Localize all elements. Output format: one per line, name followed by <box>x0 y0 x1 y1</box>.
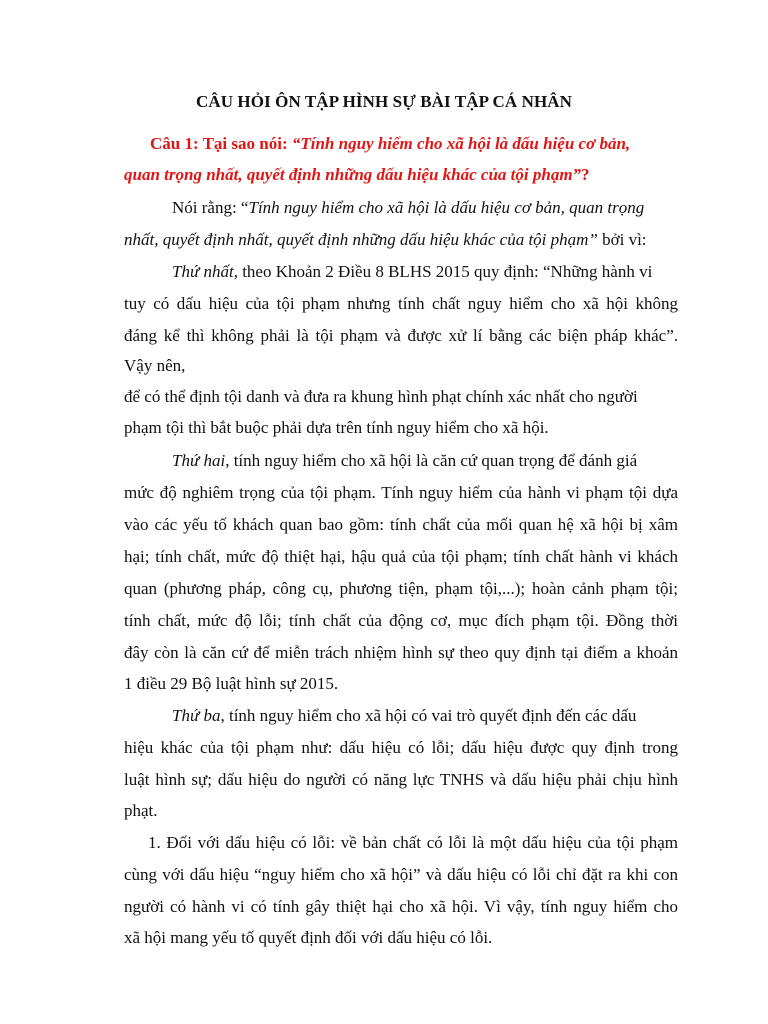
third-line-2: hiệu khác của tội phạm như: dấu hiệu có lỗi; dấu hiệu được quy định trong <box>124 738 678 757</box>
first-line-1 <box>172 261 678 283</box>
question-label: Câu 1: Tại sao nói: <box>150 134 292 153</box>
question-quote-part-1: “Tính nguy hiểm cho xã hội là dấu hiệu cơ bản, <box>291 134 631 153</box>
second-label: Thứ hai <box>172 451 226 470</box>
page-title: CÂU HỎI ÔN TẬP HÌNH SỰ BÀI TẬP CÁ NHÂN <box>195 92 573 111</box>
first-line-2: tuy có dấu hiệu của tội phạm nhưng tính chất nguy hiểm cho xã hội không <box>124 294 678 313</box>
first-label: Thứ nhất <box>172 262 234 281</box>
item1-line-3: người có hành vi có tính gây thiệt hại cho xã hội. Vì vậy, tính nguy hiểm cho <box>124 897 678 916</box>
third-line-4: phạt. <box>124 801 158 820</box>
second-line-7: đây còn là căn cứ để miễn trách nhiệm hình sự theo quy định tại điểm a khoản <box>124 643 678 662</box>
question-line-2 <box>124 164 590 186</box>
intro-quote-cont: nhất, quyết định nhất, quyết định những dấu hiệu khác của tội phạm” <box>124 230 598 249</box>
first-line-5: để có thể định tội danh và đưa ra khung hình phạt chính xác nhất cho người <box>124 387 638 406</box>
question-end: ? <box>581 165 590 184</box>
second-text: , tính nguy hiểm cho xã hội là căn cứ quan trọng để đánh giá <box>225 451 638 470</box>
item1-line-1: 1. Đối với dấu hiệu có lỗi: về bản chất có lỗi là một dấu hiệu của tội phạm <box>148 833 678 852</box>
third-text: , tính nguy hiểm cho xã hội có vai trò quyết định đến các dấu <box>220 706 637 725</box>
answer-intro-line-2 <box>124 229 647 251</box>
question-quote-part-2: quan trọng nhất, quyết định những dấu hiệu khác của tội phạm” <box>124 165 582 184</box>
third-label: Thứ ba <box>172 706 221 725</box>
first-line-6: phạm tội thì bắt buộc phải dựa trên tính nguy hiểm cho xã hội. <box>124 418 549 437</box>
intro-quote: Tính nguy hiểm cho xã hội là dấu hiệu cơ bản, quan trọng <box>248 198 645 217</box>
question-line-1 <box>150 133 678 155</box>
intro-text: Nói rằng: “ <box>172 198 249 217</box>
item1-line-4: xã hội mang yếu tố quyết định đối với dấu hiệu có lỗi. <box>124 928 493 947</box>
first-line-3: đáng kể thì không phải là tội phạm và được xử lí bằng các biện pháp khác”. <box>124 326 678 345</box>
third-line-3: luật hình sự; dấu hiệu do người có năng lực TNHS và dấu hiệu phải chịu hình <box>124 770 678 789</box>
intro-end: bởi vì: <box>597 230 647 249</box>
first-text: , theo Khoản 2 Điều 8 BLHS 2015 quy định: “Những hành vi <box>233 262 653 281</box>
second-line-6: tính chất, mức độ lỗi; tính chất của động cơ, mục đích phạm tội. Đồng thời <box>124 611 678 630</box>
second-line-5: quan (phương pháp, công cụ, phương tiện, phạm tội,...); hoàn cảnh phạm tội; <box>124 579 678 598</box>
second-line-4: hại; tính chất, mức độ thiệt hại, hậu quả của tội phạm; tính chất hành vi khách <box>124 547 678 566</box>
second-line-3: vào các yếu tố khách quan bao gồm: tính chất của mối quan hệ xã hội bị xâm <box>124 515 678 534</box>
first-line-4: Vậy nên, <box>124 356 186 375</box>
second-line-2: mức độ nghiêm trọng của tội phạm. Tính nguy hiểm của hành vi phạm tội dựa <box>124 483 678 502</box>
second-line-1 <box>172 450 678 472</box>
second-line-8: 1 điều 29 Bộ luật hình sự 2015. <box>124 674 339 693</box>
item1-line-2: cùng với dấu hiệu “nguy hiểm cho xã hội” và dấu hiệu có lỗi chỉ đặt ra khi con <box>124 865 678 884</box>
third-line-1 <box>172 705 678 727</box>
answer-intro-line-1 <box>172 197 678 219</box>
